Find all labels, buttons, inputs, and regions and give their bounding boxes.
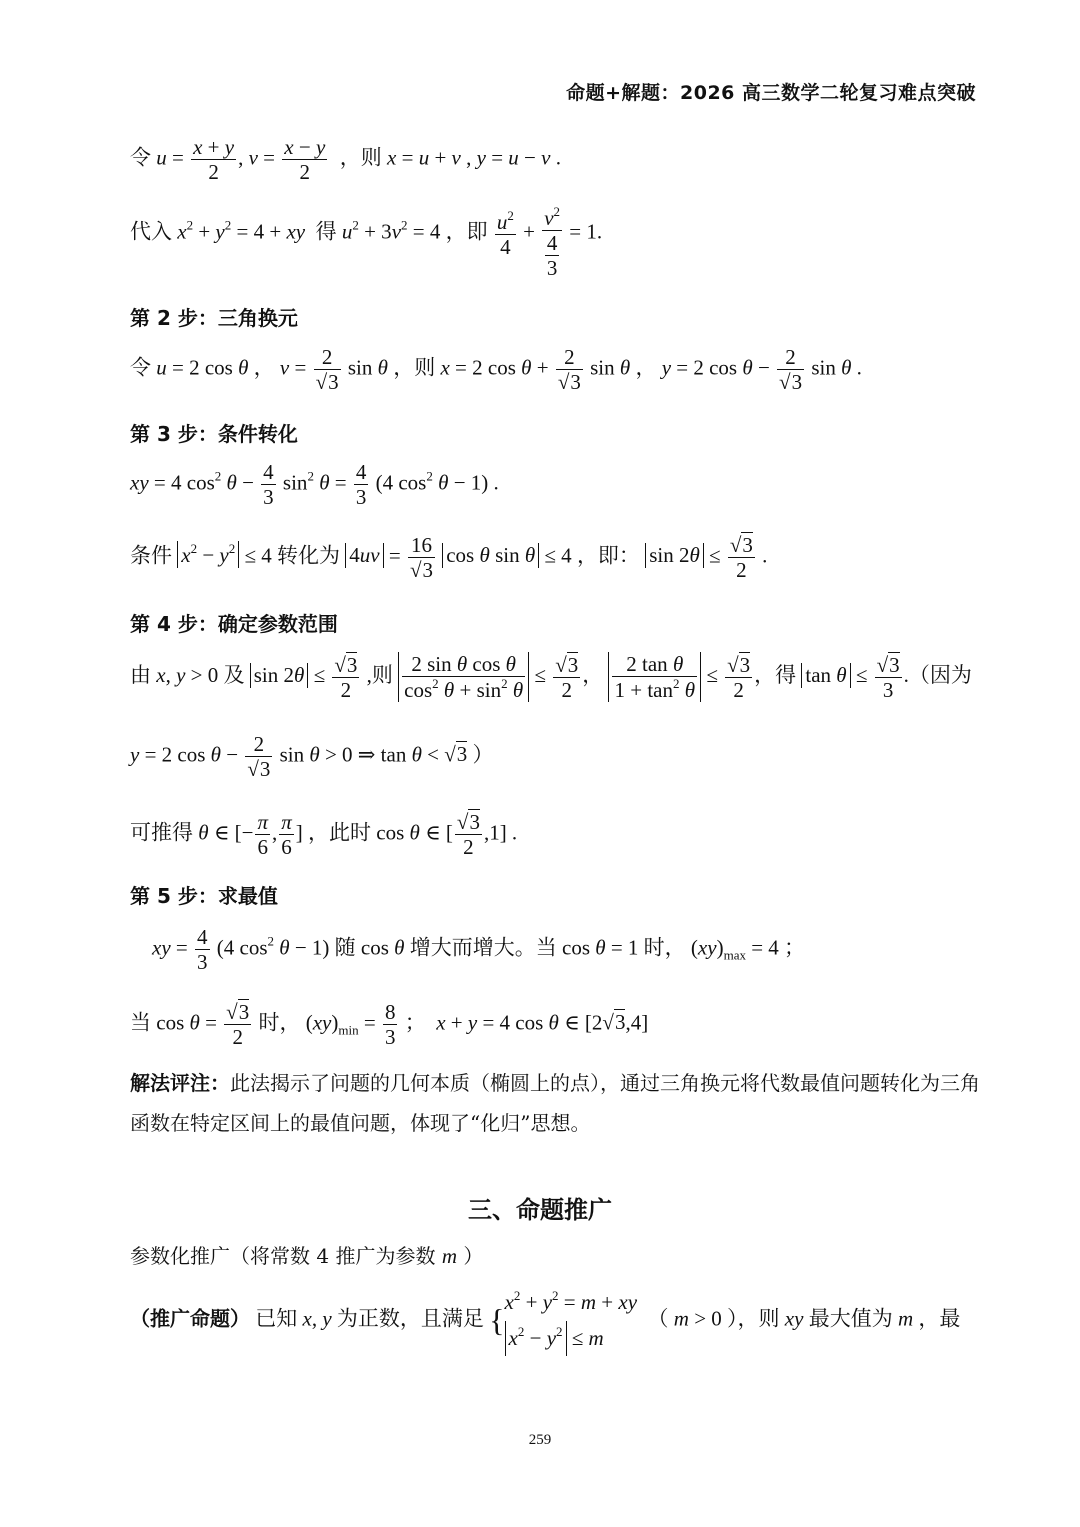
text-ketuide: 可推得	[130, 820, 193, 845]
step2-title: 第 2 步：三角换元	[130, 306, 298, 330]
text-intro-close: ）	[463, 1244, 484, 1268]
fraction: $\frac{8}{3}$	[384, 1000, 396, 1050]
fraction: $\frac{2}{√3}$	[557, 345, 581, 395]
text-ji: 及	[223, 662, 245, 687]
text-ji: ，即	[445, 219, 488, 244]
text-ze: ,则	[366, 662, 393, 687]
running-header: 命题+解题：2026 高三数学二轮复习难点突破	[566, 82, 976, 104]
text-dang: 当	[130, 1010, 151, 1035]
fraction: $\frac{√3}{2}$	[555, 652, 579, 702]
generalized-proposition: （推广命题） 已知 x, y 为正数，且满足 { $x^2 + y^2 = m$ + xy $x^2 - y^2 \le m$ （ m > 0 ），则 xy 最大值为 m ，最	[130, 1285, 980, 1356]
fraction: $\frac{v^2}{\frac{4}{3}}$	[544, 204, 561, 281]
text-shi: 时，	[643, 935, 686, 960]
text-dairu: 代入	[130, 219, 172, 244]
text-sui: 随	[334, 935, 356, 960]
fraction: $\frac{2}{√3}$	[779, 345, 803, 395]
page-number: 259	[528, 1432, 552, 1448]
fraction: $\frac{√3}{2}$	[729, 533, 753, 583]
text-zuidazhi: 最大值为	[808, 1306, 893, 1331]
fraction: $\frac{x - y}{2}$	[284, 135, 326, 185]
because-line: y = 2 cos θ − $\frac{2}{√3}$ sin θ > 0 ⇒ tan θ < √3 ）	[130, 732, 494, 782]
xy-expression-line: xy = 4 $\cos^2 \theta$ − $\frac{4}{3}$ $\sin^2 \theta$ = $\frac{4}{3}$ (4 $\cos^2 \theta - 1$) .	[130, 460, 499, 510]
fraction: $\frac{\pi}{6}$	[281, 810, 292, 860]
fraction: $\frac{2}{√3}$	[315, 345, 339, 395]
text-ling: 令	[130, 355, 151, 380]
fraction: $\frac{√3}{3}$	[876, 652, 900, 702]
step4-title: 第 4 步：确定参数范围	[130, 612, 338, 636]
section-title: 三、命题推广	[468, 1196, 612, 1224]
text-ze: ，则	[737, 1306, 780, 1331]
theta-range-line: 可推得 θ ∈ [− $\frac{\pi}{6}$ , $\frac{\pi}{6}$ ] ，此时 cos θ ∈ [ $\frac{√3}{2}$ ,1] .	[130, 810, 518, 860]
fraction: $\frac{16}{√3}$	[409, 533, 433, 583]
step3-title: 第 3 步：条件转化	[130, 422, 298, 446]
min-line: 当 cos θ = $\frac{√3}{2}$ 时， $(xy)_{min}$ = $\frac{8}{3}$ ； x + y = 4 cos θ ∈ [2√3,4]	[130, 1000, 649, 1050]
fraction: $\frac{4}{3}$	[197, 925, 208, 975]
text-shi: 时，	[258, 1010, 301, 1035]
fraction: $\frac{√3}{2}$	[334, 652, 358, 702]
text-zengda: 增大而增大。当	[409, 935, 557, 960]
text-tiaojian: 条件	[130, 543, 172, 568]
generalization-intro: 参数化推广（将常数 4 推广为参数 m ）	[130, 1244, 484, 1268]
solution-comment	[130, 1063, 980, 1143]
fraction: $\frac{x + y}{2}$	[193, 135, 235, 185]
fraction: $\frac{4}{3}$	[263, 460, 274, 510]
text-intro: 参数化推广（将常数 4 推广为参数	[130, 1244, 436, 1268]
text-weizhengshu: 为正数，且满足	[336, 1306, 484, 1331]
fraction: $\frac{2}{√3}$	[247, 732, 271, 782]
text-yinwei: .（因为	[903, 662, 972, 687]
text-zui: ，最	[918, 1306, 961, 1331]
fraction: $\frac{√3}{2}$	[727, 652, 751, 702]
comment-text: 此法揭示了问题的几何本质（椭圆上的点），通过三角换元将代数最值问题转化为三角函数在特定区间上的最值问题，体现了“化归”思想。	[130, 1071, 980, 1135]
fraction: $\frac{√3}{2}$	[226, 1000, 250, 1050]
text-cishi: ，此时	[308, 820, 372, 845]
step5-title: 第 5 步：求最值	[130, 884, 278, 908]
text-yizhi: 已知	[255, 1306, 298, 1331]
text-zhuanhua: 转化为	[277, 543, 341, 568]
text-ji: ，即：	[576, 543, 640, 568]
fraction: $\frac{4}{3}$	[355, 460, 367, 510]
range-derivation-line: 由 x, y > 0 及 sin 2θ ≤ $\frac{√3}{2}$ ,则 $\frac{\text{2 sin θ cos θ}}{\cos^2 \theta + \sin^2 \theta}$ ≤ $\frac{√3}{2}$ ， $\frac{\text{2 tan θ}}{1 + \tan^2 \theta}$ ≤ $\frac{√3}{2}$ ，得 tan θ ≤ $\frac{√3}{3}$ .（因为	[130, 652, 972, 703]
ellipse-equation-line: 代入 $x^2 + y^2 = 4$ + xy 得 $u^2 + 3v^2 = 4$ ，即 $\frac{u^2}{4}$ + $\frac{v^2}{\frac{4}{3}}$ = 1.	[130, 204, 603, 281]
text-ling: 令	[130, 145, 151, 170]
comment-label: 解法评注：	[130, 1071, 230, 1095]
fraction: $\frac{√3}{2}$	[456, 810, 480, 860]
text-ze: ，则	[339, 145, 382, 170]
text-ze: ，则	[393, 355, 436, 380]
substitution-line: 令 u = $\frac{x + y}{2}$ , v = $\frac{x - y}{2}$ ，则 x = u + v , y = u − v .	[130, 135, 561, 185]
proposition-label: （推广命题）	[130, 1306, 250, 1331]
text-de: 得	[315, 219, 337, 244]
text-close: ）	[472, 742, 494, 767]
text-you: 由	[130, 662, 151, 687]
fraction: $\frac{u^2}{4}$	[496, 207, 514, 259]
fraction: $\frac{\pi}{6}$	[257, 810, 268, 860]
trig-substitution-line: 令 u = 2 cos θ ， v = $\frac{2}{√3}$ sin θ ，则 x = 2 cos θ + $\frac{2}{√3}$ sin θ ， y = 2 cos θ − $\frac{2}{√3}$ sin θ .	[130, 345, 862, 395]
max-line: xy = $\frac{4}{3}$ (4 $\cos^2 \theta - 1$) 随 cos θ 增大而增大。当 cos θ = 1 时， $(xy)_{max} = 4$ ；	[152, 925, 806, 975]
condition-line: 条件 $x^2 - y^2 \le 4$ 转化为 4uv = $\frac{16}{√3}$ cos θ sin θ ≤ 4 ，即： sin 2θ ≤ $\frac{√3}{2}$ .	[130, 533, 768, 583]
text-de: ，得	[754, 662, 797, 687]
